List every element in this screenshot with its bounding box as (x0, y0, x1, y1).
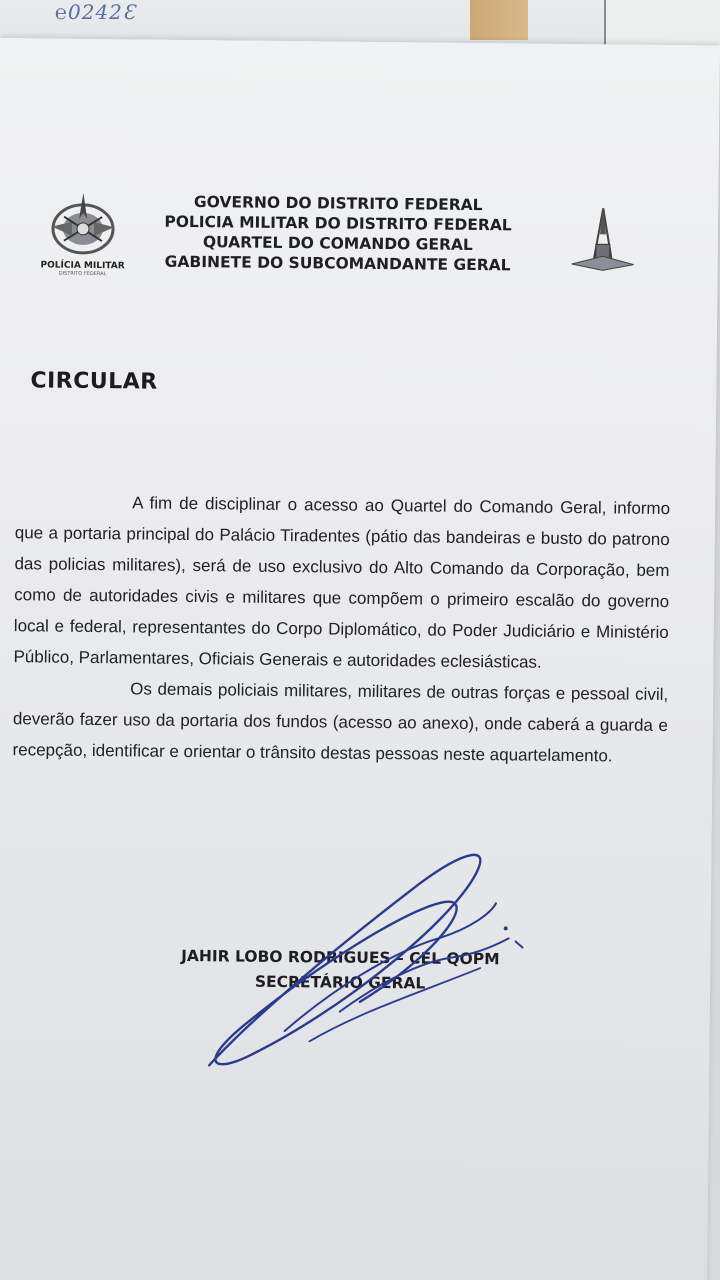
document-body (12, 486, 670, 772)
police-crest-icon (42, 188, 125, 259)
letterhead-line: QUARTEL DO COMANDO GERAL (202, 233, 473, 254)
letterhead-line: GABINETE DO SUBCOMANDANTE GERAL (164, 252, 511, 275)
document-sheet (0, 38, 720, 1280)
handwritten-note: ℮0242Ɛ (55, 0, 137, 24)
handwritten-signature (189, 840, 551, 1084)
signatory-name: JAHIR LOBO RODRIGUES – CEL QOPM (181, 946, 500, 969)
letterhead (0, 188, 718, 306)
letterhead-line: GOVERNO DO DISTRITO FEDERAL (193, 193, 483, 215)
letterhead-line: POLICIA MILITAR DO DISTRITO FEDERAL (164, 212, 512, 235)
background-sheet-right (604, 0, 720, 50)
letterhead-text (148, 192, 529, 276)
folder-edge (470, 0, 528, 40)
brasilia-emblem-icon (567, 204, 638, 285)
body-paragraph: A fim de disciplinar o acesso ao Quartel do Comando Geral, informo que a portaria principal do Palácio Tiradentes (pátio das bandeiras e busto do patrono das policias militares), será de uso exclusivo do Alto Comando da Corporação, bem como de autoridades civis e militares que compõem o primeiro escalão do governo local e federal, representantes do Corpo Diplomático, do Poder Judiciário e Ministério Público, Parlamentares, Oficiais Generais e autoridades eclesiásticas. (13, 493, 671, 672)
pm-logo-sublabel: DISTRITO FEDERAL (58, 270, 107, 278)
document-title: CIRCULAR (30, 368, 158, 395)
body-paragraph: Os demais policiais militares, militares de outras forças e pessoal civil, deverão fazer uso da portaria dos fundos (acesso ao anexo), onde caberá a guarda e recepção, identificar e orientar o trânsito destas pessoas neste aquartelamento. (12, 679, 669, 766)
pm-logo (37, 188, 128, 284)
signatory-role: SECRETÁRIO GERAL (254, 972, 426, 993)
pm-logo-label: POLÍCIA MILITAR (40, 260, 125, 272)
